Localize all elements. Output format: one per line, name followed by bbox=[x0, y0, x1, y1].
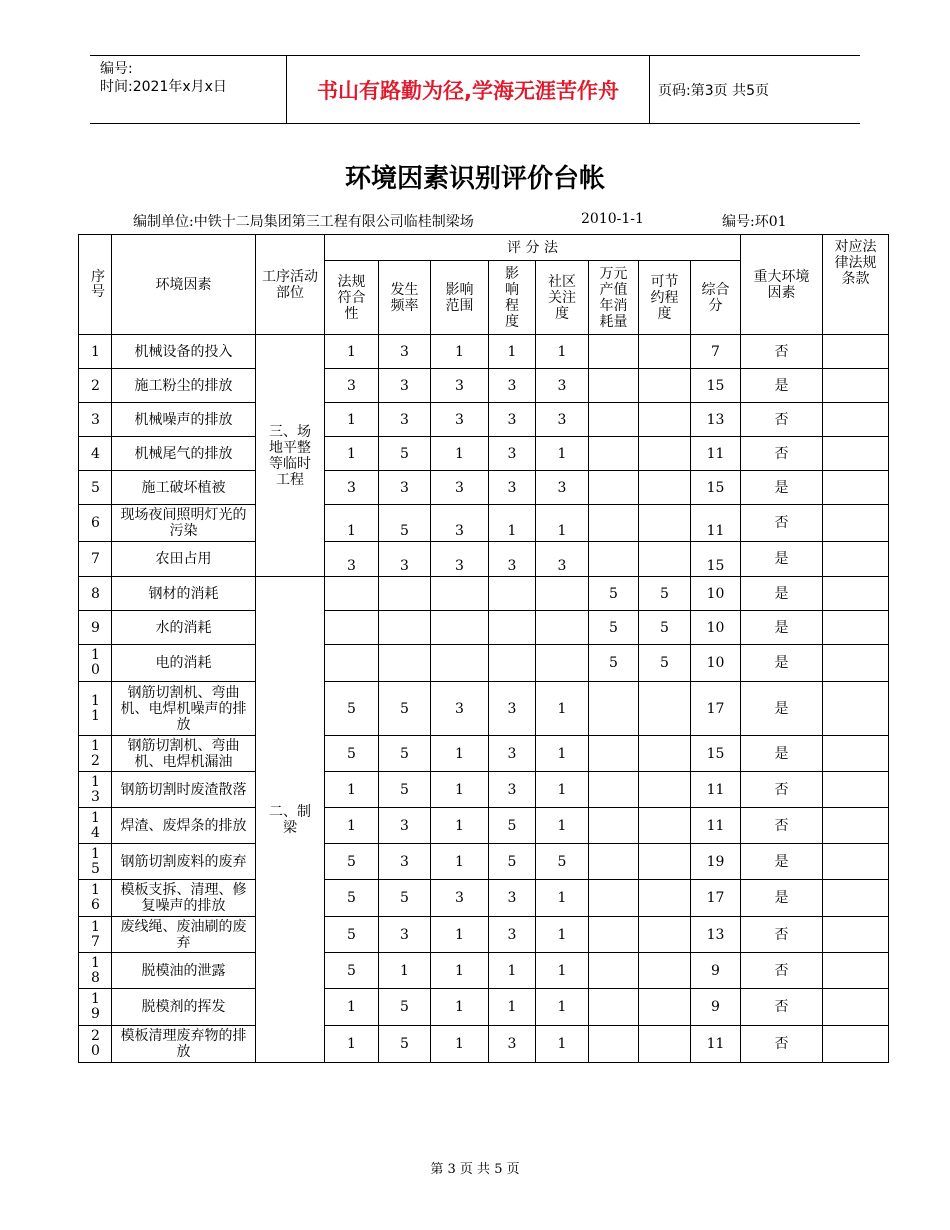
factor-cell: 机械噪声的排放 bbox=[112, 403, 256, 437]
range-cell: 3 bbox=[431, 369, 489, 403]
freq-cell: 5 bbox=[379, 772, 431, 808]
community-cell: 3 bbox=[536, 471, 589, 505]
regulation-cell bbox=[823, 577, 889, 611]
range-cell: 1 bbox=[431, 1026, 489, 1063]
range-cell: 1 bbox=[431, 844, 489, 880]
total-cell: 9 bbox=[691, 953, 741, 989]
motto: 书山有路勤为径,学海无涯苦作舟 bbox=[286, 56, 650, 123]
header-degree: 影响程度 bbox=[489, 261, 536, 335]
regulation-cell bbox=[823, 471, 889, 505]
header-scoring: 评 分 法 bbox=[325, 235, 741, 261]
community-cell: 1 bbox=[536, 736, 589, 772]
consumption-cell bbox=[589, 736, 639, 772]
range-cell bbox=[431, 577, 489, 611]
saving-cell bbox=[639, 772, 691, 808]
freq-cell: 5 bbox=[379, 989, 431, 1026]
freq-cell: 3 bbox=[379, 335, 431, 369]
degree-cell bbox=[489, 577, 536, 611]
seq-cell: 13 bbox=[79, 772, 112, 808]
community-cell: 3 bbox=[536, 369, 589, 403]
total-cell: 11 bbox=[691, 437, 741, 471]
header-total: 综合分 bbox=[691, 261, 741, 335]
range-cell: 3 bbox=[431, 682, 489, 736]
major-cell: 否 bbox=[741, 1026, 823, 1063]
date-label: 2010-1-1 bbox=[581, 211, 644, 227]
community-cell: 1 bbox=[536, 880, 589, 917]
consumption-cell bbox=[589, 772, 639, 808]
header-seq: 序号 bbox=[79, 235, 112, 335]
community-cell: 1 bbox=[536, 953, 589, 989]
seq-cell: 17 bbox=[79, 917, 112, 953]
seq-cell: 19 bbox=[79, 989, 112, 1026]
seq-cell: 7 bbox=[79, 542, 112, 577]
degree-cell: 3 bbox=[489, 369, 536, 403]
major-cell: 否 bbox=[741, 808, 823, 844]
degree-cell: 5 bbox=[489, 844, 536, 880]
seq-cell: 16 bbox=[79, 880, 112, 917]
law-cell: 5 bbox=[325, 917, 379, 953]
saving-cell bbox=[639, 437, 691, 471]
degree-cell: 3 bbox=[489, 736, 536, 772]
range-cell: 3 bbox=[431, 542, 489, 577]
header-left bbox=[90, 56, 286, 123]
saving-cell bbox=[639, 335, 691, 369]
seq-cell: 4 bbox=[79, 437, 112, 471]
code-label: 编号: bbox=[100, 61, 133, 77]
factor-cell: 电的消耗 bbox=[112, 645, 256, 682]
degree-cell: 3 bbox=[489, 403, 536, 437]
total-cell: 11 bbox=[691, 505, 741, 542]
consumption-cell bbox=[589, 437, 639, 471]
regulation-cell bbox=[823, 736, 889, 772]
consumption-cell: 5 bbox=[589, 645, 639, 682]
factor-cell: 机械尾气的排放 bbox=[112, 437, 256, 471]
regulation-cell bbox=[823, 1026, 889, 1063]
major-cell: 是 bbox=[741, 880, 823, 917]
consumption-cell bbox=[589, 1026, 639, 1063]
community-cell: 1 bbox=[536, 808, 589, 844]
saving-cell: 5 bbox=[639, 577, 691, 611]
table-row bbox=[79, 736, 889, 772]
factor-cell: 钢筋切割时废渣散落 bbox=[112, 772, 256, 808]
process-group-cell: 三、场地平整等临时工程 bbox=[256, 335, 325, 577]
major-cell: 是 bbox=[741, 736, 823, 772]
major-cell: 否 bbox=[741, 505, 823, 542]
saving-cell bbox=[639, 808, 691, 844]
community-cell: 5 bbox=[536, 844, 589, 880]
table-row bbox=[79, 645, 889, 682]
table-row bbox=[79, 335, 889, 369]
saving-cell bbox=[639, 953, 691, 989]
saving-cell bbox=[639, 989, 691, 1026]
major-cell: 是 bbox=[741, 471, 823, 505]
regulation-cell bbox=[823, 369, 889, 403]
saving-cell bbox=[639, 736, 691, 772]
header-range: 影响范围 bbox=[431, 261, 489, 335]
total-cell: 11 bbox=[691, 808, 741, 844]
total-cell: 10 bbox=[691, 645, 741, 682]
header-major: 重大环境因素 bbox=[741, 235, 823, 335]
freq-cell: 3 bbox=[379, 369, 431, 403]
major-cell: 是 bbox=[741, 611, 823, 645]
unit-label: 编制单位:中铁十二局集团第三工程有限公司临桂制梁场 bbox=[133, 214, 474, 230]
total-cell: 13 bbox=[691, 403, 741, 437]
seq-cell: 8 bbox=[79, 577, 112, 611]
freq-cell: 3 bbox=[379, 403, 431, 437]
regulation-cell bbox=[823, 542, 889, 577]
factor-cell: 模板清理废弃物的排放 bbox=[112, 1026, 256, 1063]
consumption-cell bbox=[589, 989, 639, 1026]
seq-cell: 18 bbox=[79, 953, 112, 989]
header-consumption: 万元产值年消耗量 bbox=[589, 261, 639, 335]
saving-cell bbox=[639, 542, 691, 577]
total-cell: 15 bbox=[691, 369, 741, 403]
consumption-cell bbox=[589, 953, 639, 989]
law-cell: 1 bbox=[325, 505, 379, 542]
major-cell: 否 bbox=[741, 989, 823, 1026]
seq-cell: 11 bbox=[79, 682, 112, 736]
law-cell bbox=[325, 611, 379, 645]
total-cell: 10 bbox=[691, 611, 741, 645]
factor-cell: 脱模剂的挥发 bbox=[112, 989, 256, 1026]
major-cell: 是 bbox=[741, 369, 823, 403]
major-cell: 是 bbox=[741, 844, 823, 880]
degree-cell: 1 bbox=[489, 505, 536, 542]
community-cell: 1 bbox=[536, 917, 589, 953]
table-row bbox=[79, 1026, 889, 1063]
regulation-cell bbox=[823, 335, 889, 369]
degree-cell: 3 bbox=[489, 437, 536, 471]
major-cell: 否 bbox=[741, 917, 823, 953]
freq-cell: 5 bbox=[379, 505, 431, 542]
law-cell: 3 bbox=[325, 471, 379, 505]
total-cell: 15 bbox=[691, 542, 741, 577]
seq-cell: 3 bbox=[79, 403, 112, 437]
community-cell: 1 bbox=[536, 1026, 589, 1063]
total-cell: 11 bbox=[691, 772, 741, 808]
degree-cell: 1 bbox=[489, 989, 536, 1026]
regulation-cell bbox=[823, 403, 889, 437]
process-group-cell: 二、制梁 bbox=[256, 577, 325, 1063]
seq-cell: 1 bbox=[79, 335, 112, 369]
major-cell: 否 bbox=[741, 437, 823, 471]
law-cell: 1 bbox=[325, 403, 379, 437]
table-row bbox=[79, 505, 889, 542]
degree-cell: 1 bbox=[489, 335, 536, 369]
table-row bbox=[79, 437, 889, 471]
saving-cell bbox=[639, 505, 691, 542]
degree-cell bbox=[489, 611, 536, 645]
consumption-cell bbox=[589, 542, 639, 577]
regulation-cell bbox=[823, 682, 889, 736]
saving-cell bbox=[639, 880, 691, 917]
header-community: 社区关注度 bbox=[536, 261, 589, 335]
law-cell bbox=[325, 577, 379, 611]
community-cell: 1 bbox=[536, 437, 589, 471]
law-cell: 5 bbox=[325, 736, 379, 772]
community-cell: 1 bbox=[536, 335, 589, 369]
degree-cell bbox=[489, 645, 536, 682]
freq-cell bbox=[379, 577, 431, 611]
regulation-cell bbox=[823, 437, 889, 471]
factor-cell: 钢筋切割机、弯曲机、电焊机漏油 bbox=[112, 736, 256, 772]
saving-cell: 5 bbox=[639, 645, 691, 682]
range-cell: 1 bbox=[431, 736, 489, 772]
range-cell: 3 bbox=[431, 403, 489, 437]
regulation-cell bbox=[823, 505, 889, 542]
consumption-cell bbox=[589, 682, 639, 736]
table-row bbox=[79, 682, 889, 736]
table-row bbox=[79, 880, 889, 917]
consumption-cell: 5 bbox=[589, 611, 639, 645]
range-cell bbox=[431, 611, 489, 645]
factor-cell: 施工破坏植被 bbox=[112, 471, 256, 505]
total-cell: 7 bbox=[691, 335, 741, 369]
regulation-cell bbox=[823, 645, 889, 682]
freq-cell: 3 bbox=[379, 542, 431, 577]
law-cell: 3 bbox=[325, 369, 379, 403]
total-cell: 17 bbox=[691, 880, 741, 917]
factor-cell: 钢筋切割废料的废弃 bbox=[112, 844, 256, 880]
range-cell: 1 bbox=[431, 989, 489, 1026]
degree-cell: 3 bbox=[489, 917, 536, 953]
major-cell: 否 bbox=[741, 403, 823, 437]
consumption-cell bbox=[589, 471, 639, 505]
saving-cell bbox=[639, 1026, 691, 1063]
freq-cell: 3 bbox=[379, 917, 431, 953]
freq-cell: 3 bbox=[379, 844, 431, 880]
table-body bbox=[79, 335, 889, 1063]
factor-cell: 模板支拆、清理、修复噪声的排放 bbox=[112, 880, 256, 917]
law-cell: 5 bbox=[325, 880, 379, 917]
major-cell: 是 bbox=[741, 682, 823, 736]
community-cell: 3 bbox=[536, 403, 589, 437]
saving-cell bbox=[639, 471, 691, 505]
seq-cell: 20 bbox=[79, 1026, 112, 1063]
major-cell: 是 bbox=[741, 542, 823, 577]
range-cell: 1 bbox=[431, 437, 489, 471]
seq-cell: 5 bbox=[79, 471, 112, 505]
table-row bbox=[79, 808, 889, 844]
factor-cell: 钢筋切割机、弯曲机、电焊机噪声的排放 bbox=[112, 682, 256, 736]
saving-cell: 5 bbox=[639, 611, 691, 645]
regulation-cell bbox=[823, 808, 889, 844]
saving-cell bbox=[639, 844, 691, 880]
seq-cell: 14 bbox=[79, 808, 112, 844]
table-row bbox=[79, 953, 889, 989]
degree-cell: 3 bbox=[489, 880, 536, 917]
community-cell bbox=[536, 611, 589, 645]
consumption-cell bbox=[589, 844, 639, 880]
community-cell bbox=[536, 577, 589, 611]
freq-cell bbox=[379, 645, 431, 682]
major-cell: 是 bbox=[741, 645, 823, 682]
seq-cell: 9 bbox=[79, 611, 112, 645]
consumption-cell bbox=[589, 505, 639, 542]
freq-cell: 1 bbox=[379, 953, 431, 989]
law-cell: 1 bbox=[325, 335, 379, 369]
range-cell: 3 bbox=[431, 505, 489, 542]
law-cell: 5 bbox=[325, 682, 379, 736]
community-cell: 1 bbox=[536, 682, 589, 736]
regulation-cell bbox=[823, 844, 889, 880]
saving-cell bbox=[639, 369, 691, 403]
degree-cell: 3 bbox=[489, 1026, 536, 1063]
major-cell: 是 bbox=[741, 577, 823, 611]
header-saving: 可节约程度 bbox=[639, 261, 691, 335]
degree-cell: 1 bbox=[489, 953, 536, 989]
regulation-cell bbox=[823, 917, 889, 953]
major-cell: 否 bbox=[741, 953, 823, 989]
law-cell: 1 bbox=[325, 1026, 379, 1063]
table-row bbox=[79, 611, 889, 645]
degree-cell: 3 bbox=[489, 542, 536, 577]
seq-cell: 2 bbox=[79, 369, 112, 403]
freq-cell: 5 bbox=[379, 736, 431, 772]
seq-cell: 12 bbox=[79, 736, 112, 772]
major-cell: 否 bbox=[741, 772, 823, 808]
range-cell: 1 bbox=[431, 953, 489, 989]
freq-cell: 3 bbox=[379, 471, 431, 505]
law-cell: 3 bbox=[325, 542, 379, 577]
regulation-cell bbox=[823, 880, 889, 917]
saving-cell bbox=[639, 917, 691, 953]
consumption-cell bbox=[589, 369, 639, 403]
table-row bbox=[79, 577, 889, 611]
degree-cell: 3 bbox=[489, 772, 536, 808]
table-row bbox=[79, 772, 889, 808]
table-row bbox=[79, 542, 889, 577]
law-cell: 5 bbox=[325, 844, 379, 880]
header-freq: 发生频率 bbox=[379, 261, 431, 335]
range-cell: 1 bbox=[431, 917, 489, 953]
table-row bbox=[79, 471, 889, 505]
saving-cell bbox=[639, 403, 691, 437]
consumption-cell bbox=[589, 880, 639, 917]
total-cell: 13 bbox=[691, 917, 741, 953]
consumption-cell bbox=[589, 917, 639, 953]
seq-cell: 6 bbox=[79, 505, 112, 542]
community-cell: 1 bbox=[536, 989, 589, 1026]
regulation-cell bbox=[823, 611, 889, 645]
total-cell: 10 bbox=[691, 577, 741, 611]
header-regulation: 对应法律法规条款 bbox=[823, 235, 889, 335]
law-cell: 5 bbox=[325, 953, 379, 989]
range-cell: 1 bbox=[431, 808, 489, 844]
consumption-cell: 5 bbox=[589, 577, 639, 611]
factor-cell: 机械设备的投入 bbox=[112, 335, 256, 369]
degree-cell: 3 bbox=[489, 682, 536, 736]
freq-cell: 5 bbox=[379, 437, 431, 471]
consumption-cell bbox=[589, 808, 639, 844]
factor-cell: 水的消耗 bbox=[112, 611, 256, 645]
major-cell: 否 bbox=[741, 335, 823, 369]
law-cell: 1 bbox=[325, 437, 379, 471]
freq-cell: 3 bbox=[379, 808, 431, 844]
table-row bbox=[79, 844, 889, 880]
number-label: 编号:环01 bbox=[722, 214, 787, 230]
factor-cell: 现场夜间照明灯光的污染 bbox=[112, 505, 256, 542]
table-row bbox=[79, 403, 889, 437]
range-cell: 1 bbox=[431, 335, 489, 369]
total-cell: 15 bbox=[691, 471, 741, 505]
degree-cell: 5 bbox=[489, 808, 536, 844]
seq-cell: 15 bbox=[79, 844, 112, 880]
degree-cell: 3 bbox=[489, 471, 536, 505]
range-cell bbox=[431, 645, 489, 682]
community-cell: 3 bbox=[536, 542, 589, 577]
page-header bbox=[90, 55, 860, 124]
factor-cell: 施工粉尘的排放 bbox=[112, 369, 256, 403]
table-row bbox=[79, 369, 889, 403]
range-cell: 1 bbox=[431, 772, 489, 808]
page-footer: 第 3 页 共 5 页 bbox=[430, 1162, 520, 1177]
range-cell: 3 bbox=[431, 880, 489, 917]
total-cell: 17 bbox=[691, 682, 741, 736]
factor-cell: 钢材的消耗 bbox=[112, 577, 256, 611]
freq-cell: 5 bbox=[379, 880, 431, 917]
total-cell: 11 bbox=[691, 1026, 741, 1063]
consumption-cell bbox=[589, 335, 639, 369]
factor-cell: 农田占用 bbox=[112, 542, 256, 577]
law-cell: 1 bbox=[325, 772, 379, 808]
factor-cell: 焊渣、废焊条的排放 bbox=[112, 808, 256, 844]
table-row bbox=[79, 989, 889, 1026]
regulation-cell bbox=[823, 772, 889, 808]
total-cell: 15 bbox=[691, 736, 741, 772]
header-process: 工序活动部位 bbox=[256, 235, 325, 335]
header-factor: 环境因素 bbox=[112, 235, 256, 335]
range-cell: 3 bbox=[431, 471, 489, 505]
law-cell bbox=[325, 645, 379, 682]
freq-cell bbox=[379, 611, 431, 645]
freq-cell: 5 bbox=[379, 682, 431, 736]
community-cell: 1 bbox=[536, 505, 589, 542]
page-title: 环境因素识别评价台帐 bbox=[344, 164, 605, 194]
law-cell: 1 bbox=[325, 808, 379, 844]
total-cell: 9 bbox=[691, 989, 741, 1026]
table-row bbox=[79, 917, 889, 953]
community-cell: 1 bbox=[536, 772, 589, 808]
consumption-cell bbox=[589, 403, 639, 437]
environment-factor-table bbox=[78, 234, 889, 1063]
law-cell: 1 bbox=[325, 989, 379, 1026]
factor-cell: 废线绳、废油刷的废弃 bbox=[112, 917, 256, 953]
saving-cell bbox=[639, 682, 691, 736]
regulation-cell bbox=[823, 989, 889, 1026]
total-cell: 19 bbox=[691, 844, 741, 880]
time-label: 时间:2021年x月x日 bbox=[100, 79, 227, 95]
freq-cell: 5 bbox=[379, 1026, 431, 1063]
seq-cell: 10 bbox=[79, 645, 112, 682]
page-info: 页码:第3页 共5页 bbox=[658, 82, 769, 99]
community-cell bbox=[536, 645, 589, 682]
regulation-cell bbox=[823, 953, 889, 989]
header-law: 法规符合性 bbox=[325, 261, 379, 335]
factor-cell: 脱模油的泄露 bbox=[112, 953, 256, 989]
